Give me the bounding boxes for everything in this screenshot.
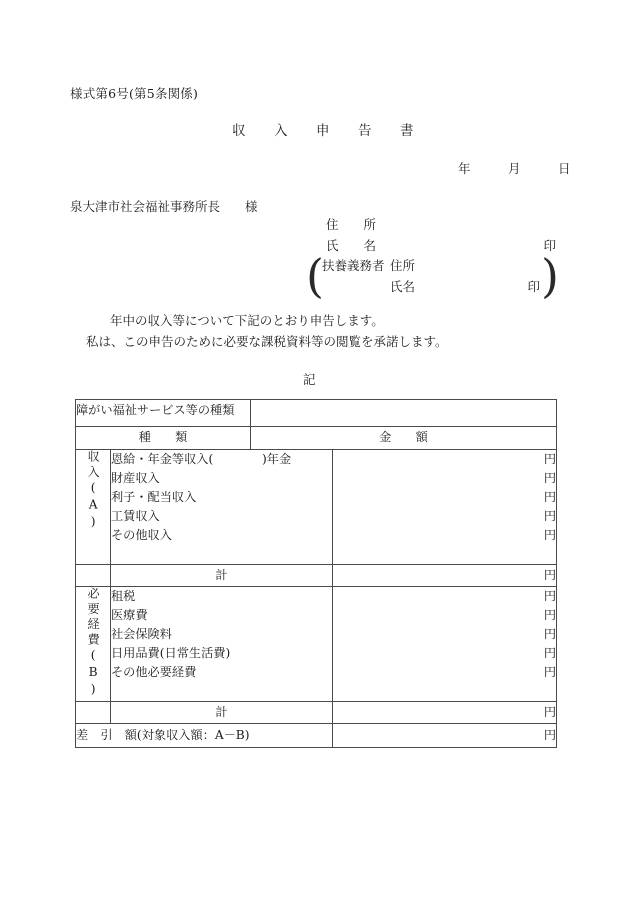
dependant-title: 扶養義務者 [322, 258, 385, 273]
income-total-amount[interactable]: 円 [333, 565, 557, 587]
income-total-row [76, 565, 557, 587]
income-amount-unit: 円 [543, 471, 556, 485]
expense-amount-unit: 円 [543, 608, 556, 622]
addressee: 泉大津市社会福祉事務所長 様 [70, 199, 258, 214]
income-amount-unit: 円 [543, 452, 556, 466]
brace-left-icon: ( [306, 249, 324, 303]
income-total-label: 計 [111, 565, 333, 587]
dependant-name-row [306, 276, 554, 297]
difference-amount[interactable]: 円 [333, 724, 557, 748]
dependant-block [306, 249, 559, 303]
applicant-block [326, 214, 556, 256]
date-line: 年 月 日 [458, 161, 571, 176]
expense-vertical-label [76, 587, 111, 702]
income-amount-list[interactable] [333, 450, 557, 565]
income-item-name: その他収入 [111, 528, 172, 542]
kiji-marker: 記 [303, 372, 316, 387]
expense-amount-unit: 円 [543, 589, 556, 603]
applicant-address-row [326, 214, 556, 235]
expense-amount-spacer [333, 682, 556, 701]
expense-amount-unit: 円 [543, 627, 556, 641]
expense-total-amount[interactable]: 円 [333, 702, 557, 724]
service-type-label: 障がい福祉サービス等の種類 [76, 400, 251, 427]
income-amount-spacer [333, 545, 556, 564]
income-item-name: 財産収入 [111, 471, 160, 485]
expense-amount-list[interactable] [333, 587, 557, 702]
expense-amount-unit: 円 [543, 646, 556, 660]
difference-label: 差 引 額(対象収入額：A－B) [76, 724, 333, 748]
income-vertical-label-text: 収入(A) [86, 450, 101, 532]
expense-item-name: 社会保険料 [111, 627, 172, 641]
income-item-name: 利子・配当収入 [111, 490, 197, 504]
expense-vertical-label-text: 必要経費(B) [86, 587, 101, 699]
income-spacer [111, 545, 332, 564]
brace-right-icon: ) [541, 249, 559, 303]
income-declaration-table [75, 399, 557, 748]
difference-row [76, 724, 557, 748]
service-type-value[interactable] [251, 400, 557, 427]
statement-line-1: 年中の収入等について下記のとおり申告します。 [110, 313, 384, 328]
statement-line-2: 私は、この申告のために必要な課税資料等の閲覧を承諾します。 [86, 334, 448, 349]
expense-amount-unit: 円 [543, 665, 556, 679]
service-type-row [76, 400, 557, 427]
expense-item-list [111, 587, 333, 702]
column-header-row [76, 427, 557, 450]
expense-total-row [76, 702, 557, 724]
form-number: 様式第6号(第5条関係) [70, 86, 199, 101]
income-amount-unit: 円 [543, 509, 556, 523]
dependant-address-row [306, 255, 554, 276]
expense-section-row [76, 587, 557, 702]
dependant-address-label: 住所 [390, 258, 416, 273]
applicant-address-label: 住 所 [326, 217, 377, 232]
income-vertical-label [76, 450, 111, 565]
dependant-name-label: 氏名 [390, 279, 416, 294]
expense-total-spacer [76, 702, 111, 724]
expense-item-name: その他必要経費 [111, 665, 197, 679]
document-title: 収 入 申 告 書 [232, 123, 414, 139]
applicant-name-row [326, 235, 556, 256]
applicant-seal-mark: 印 [543, 238, 556, 253]
column-header-type: 種 類 [76, 427, 251, 450]
income-amount-unit: 円 [543, 528, 556, 542]
income-item-list [111, 450, 333, 565]
expense-item-name: 日用品費(日常生活費) [111, 646, 231, 660]
expense-spacer [111, 682, 332, 701]
expense-total-label: 計 [111, 702, 333, 724]
income-item-name: 恩給・年金等収入( )年金 [111, 452, 292, 466]
income-section-row [76, 450, 557, 565]
income-total-spacer [76, 565, 111, 587]
column-header-amount: 金 額 [251, 427, 557, 450]
applicant-name-label: 氏 名 [326, 238, 377, 253]
income-item-name: 工賃収入 [111, 509, 160, 523]
expense-item-name: 医療費 [111, 608, 148, 622]
expense-item-name: 租税 [111, 589, 136, 603]
dependant-seal-mark: 印 [527, 279, 540, 294]
income-amount-unit: 円 [543, 490, 556, 504]
